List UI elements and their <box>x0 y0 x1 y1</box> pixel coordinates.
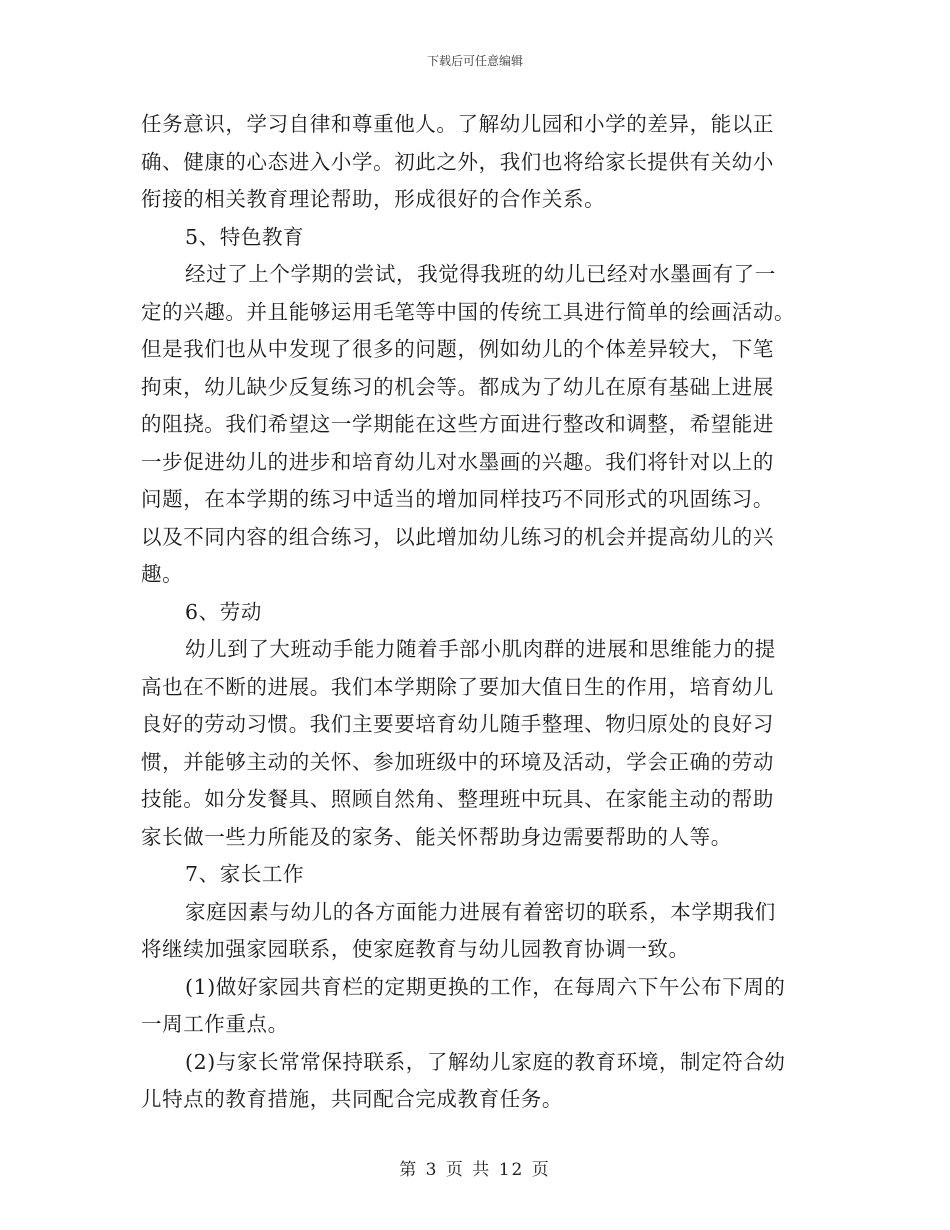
text-line: 高也在不断的进展。我们本学期除了要加大值日生的作用，培育幼儿 <box>141 674 774 699</box>
page-footer: 第 3 页 共 12 页 <box>399 1160 551 1180</box>
text-line: 一步促进幼儿的进步和培育幼儿对水墨画的兴趣。我们将针对以上的 <box>141 449 774 474</box>
text-line: 惯，并能够主动的关怀、参加班级中的环境及活动，学会正确的劳动 <box>141 749 774 774</box>
list-item-2 <box>141 1044 809 1119</box>
text-line: 确、健康的心态进入小学。初此之外，我们也将给家长提供有关幼小 <box>141 149 774 174</box>
text-line: 良好的劳动习惯。我们主要要培育幼儿随手整理、物归原处的良好习 <box>141 712 774 736</box>
text-line: 将继续加强家园联系，使家庭教育与幼儿园教育协调一致。 <box>141 937 690 961</box>
paragraph-labor <box>141 631 809 856</box>
document-body <box>141 106 809 1119</box>
list-item-1 <box>141 969 809 1044</box>
text-line: (1)做好家园共育栏的定期更换的工作，在每周六下午公布下周的 <box>185 974 786 999</box>
text-line: 技能。如分发餐具、照顾自然角、整理班中玩具、在家能主动的帮助 <box>141 787 774 811</box>
text-line: 拘束，幼儿缺少反复练习的机会等。都成为了幼儿在原有基础上进展 <box>141 374 774 399</box>
text-line: (2)与家长常常保持联系，了解幼儿家庭的教育环境，制定符合幼 <box>185 1049 786 1074</box>
paragraph-parent-work <box>141 894 809 969</box>
text-line: 家庭因素与幼儿的各方面能力进展有着密切的联系，本学期我们 <box>185 899 776 924</box>
paragraph-continuation <box>141 106 809 219</box>
text-line: 一周工作重点。 <box>141 1012 289 1036</box>
text-line: 经过了上个学期的尝试，我觉得我班的幼儿已经对水墨画有了一 <box>185 262 776 286</box>
text-line: 问题，在本学期的练习中适当的增加同样技巧不同形式的巩固练习。 <box>141 487 774 511</box>
paragraph-special-education <box>141 256 809 594</box>
section-heading-5: 5、特色教育 <box>185 224 305 249</box>
text-line: 的阻挠。我们希望这一学期能在这些方面进行整改和调整，希望能进 <box>141 412 774 436</box>
text-line: 幼儿到了大班动手能力随着手部小肌肉群的进展和思维能力的提 <box>185 637 776 661</box>
text-line: 但是我们也从中发现了很多的问题，例如幼儿的个体差异较大，下笔 <box>141 337 774 361</box>
text-line: 家长做一些力所能及的家务、能关怀帮助身边需要帮助的人等。 <box>141 824 732 849</box>
text-line: 儿特点的教育措施，共同配合完成教育任务。 <box>141 1087 563 1111</box>
text-line: 任务意识，学习自律和尊重他人。了解幼儿园和小学的差异，能以正 <box>141 112 774 136</box>
section-heading-6: 6、劳动 <box>185 599 262 624</box>
page-header: 下载后可任意编辑 <box>426 54 523 68</box>
text-line: 衔接的相关教育理论帮助，形成很好的合作关系。 <box>141 187 606 211</box>
text-line: 以及不同内容的组合练习，以此增加幼儿练习的机会并提高幼儿的兴 <box>141 524 774 549</box>
text-line: 趣。 <box>141 562 184 586</box>
text-line: 定的兴趣。并且能够运用毛笔等中国的传统工具进行简单的绘画活动。 <box>141 299 796 324</box>
section-heading-7: 7、家长工作 <box>185 862 305 886</box>
